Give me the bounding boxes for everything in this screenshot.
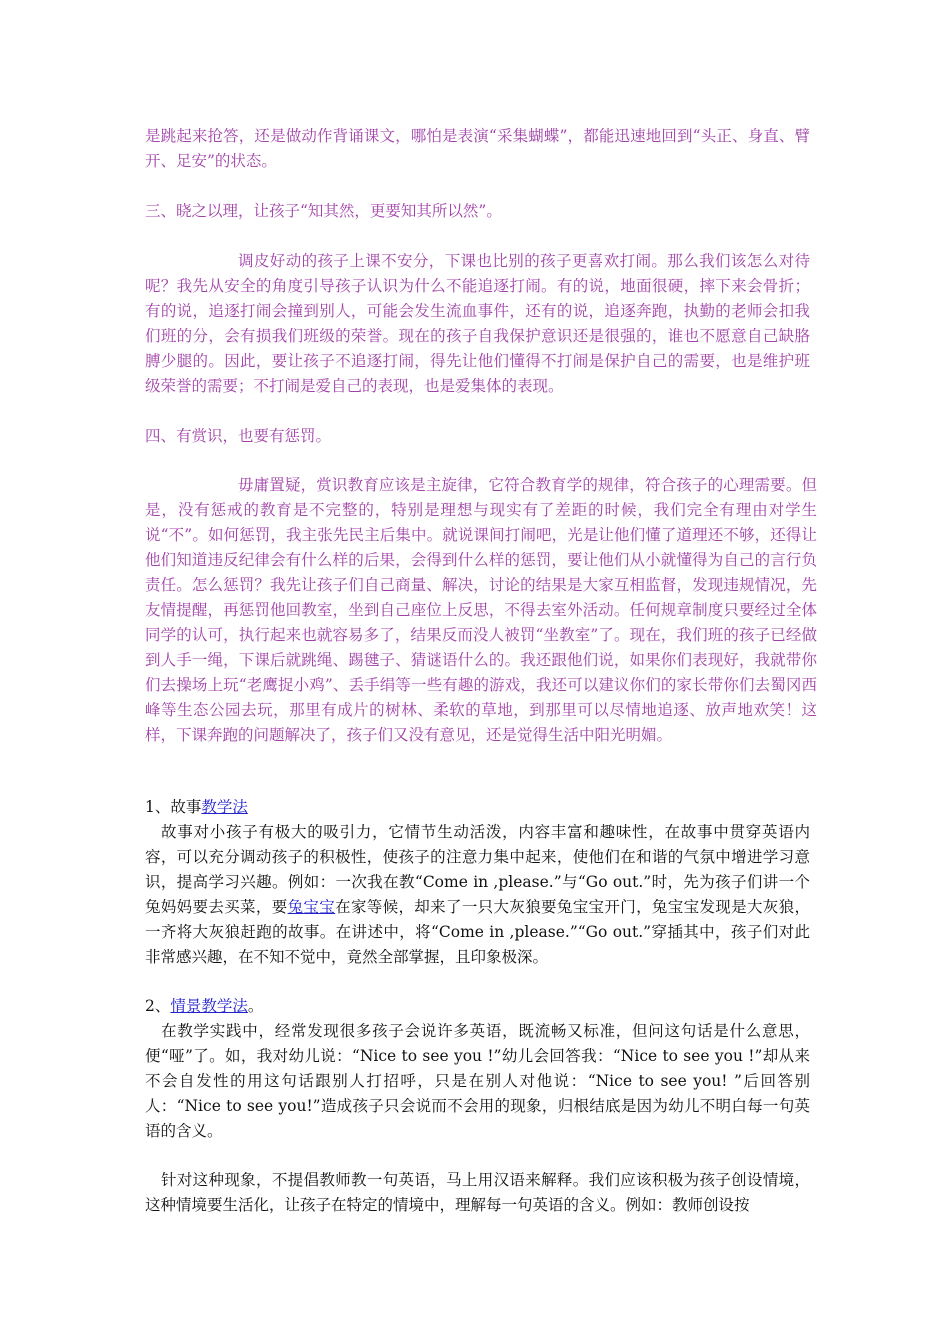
teaching-method-link[interactable]: 教学法 — [201, 798, 248, 816]
section-four-heading: 四、有赏识，也要有惩罚。 — [145, 427, 332, 445]
section-three-heading: 三、晓之以理，让孩子“知其然，更要知其所以然”。 — [145, 202, 502, 220]
section-three-body: 调皮好动的孩子上课不安分，下课也比别的孩子更喜欢打闹。那么我们该怎么对待呢？我先从安全的角度引导孩子认识为什么不能追逐打闹。有的说，地面很硬，摔下来会骨折；有的说，追逐打闹会撞到别人，可能会发生流血事件，还有的说，追逐奔跑，执勤的老师会扣我们班的分，会有损我们班级的荣誉。现在的孩子自我保护意识还是很强的，谁也不愿意自己缺胳膊少腿的。因此，要让孩子不追逐打闹，得先让他们懂得不打闹是保护自己的需要，也是维护班级荣誉的需要；不打闹是爱自己的表现，也是爱集体的表现。 — [145, 252, 810, 395]
method-two-heading-prefix: 2、 — [145, 997, 171, 1015]
method-two-heading-suffix: 。 — [247, 997, 264, 1015]
method-one-heading-prefix: 1、故事 — [145, 798, 202, 816]
method-one-heading — [145, 795, 810, 820]
method-two-body-second: 针对这种现象，不提倡教师教一句英语，马上用汉语来解释。我们应该积极为孩子创设情境，这种情境要生活化，让孩子在特定的情境中，理解每一句英语的含义。例如：教师创设按 — [145, 1171, 810, 1214]
method-one-body-part2: 在家等候，却来了一只大灰狼要兔宝宝开门，兔宝宝发现是大灰狼，一齐将大灰狼赶跑的故事。在讲述中，将“Come in ,please.”“Go out.”穿插其中，孩子们对此非常感兴趣，在不知不觉中，竟然全部掌握，且印象极深。 — [145, 898, 810, 966]
section-four-body: 毋庸置疑，赏识教育应该是主旋律，它符合教育学的规律，符合孩子的心理需要。但是，没有惩戒的教育是不完整的，特别是理想与现实有了差距的时候，我们完全有理由对学生说“不”。如何惩罚，我主张先民主后集中。就说课间打闹吧，光是让他们懂了道理还不够，还得让他们知道违反纪律会有什么样的后果，会得到什么样的惩罚，要让他们从小就懂得为自己的言行负责任。怎么惩罚？我先让孩子们自己商量、解决，讨论的结果是大家互相监督，发现违规情况，先友情提醒，再惩罚他回教室，坐到自己座位上反思，不得去室外活动。任何规章制度只要经过全体同学的认可，执行起来也就容易多了，结果反而没人被罚“坐教室”了。现在，我们班的孩子已经做到人手一绳，下课后就跳绳、踢毽子、猜谜语什么的。我还跟他们说，如果你们表现好，我就带你们去操场上玩“老鹰捉小鸡”、丢手绢等一些有趣的游戏，我还可以建议你们的家长带你们去蜀冈西峰等生态公园去玩，那里有成片的树林、柔软的草地，到那里可以尽情地追逐、放声地欢笑！这样，下课奔跑的问题解决了，孩子们又没有意见，还是觉得生活中阳光明媚。 — [145, 476, 817, 744]
method-one-body-part1: 故事对小孩子有极大的吸引力，它情节生动活泼，内容丰富和趣味性，在故事中贯穿英语内容，可以充分调动孩子的积极性，使孩子的注意力集中起来，使他们在和谐的气氛中增进学习意识，提高学习兴趣。例如：一次我在教“Come in ,please.”与“Go out.”时，先为孩子们讲一个兔妈妈要去买菜，要 — [145, 823, 810, 916]
method-one-body — [145, 820, 810, 970]
rabbit-baby-link[interactable]: 兔宝宝 — [287, 898, 336, 916]
method-two-body: 在教学实践中，经常发现很多孩子会说许多英语，既流畅又标准，但问这句话是什么意思，便“哑”了。如，我对幼儿说：“Nice to see you !”幼儿会回答我：“Nice to see you !”却从来不会自发性的用这句话跟别人打招呼，只是在别人对他说：“Nice to see you! ”后回答别人：“Nice to see you!”造成孩子只会说而不会用的现象，归根结底是因为幼儿不明白每一句英语的含义。 — [145, 1022, 810, 1140]
scenario-teaching-method-link[interactable]: 情景教学法 — [170, 997, 248, 1015]
continuation-paragraph: 是跳起来抢答，还是做动作背诵课文，哪怕是表演“采集蝴蝶”，都能迅速地回到“头正、身直、臂开、足安”的状态。 — [145, 127, 810, 170]
method-two-heading — [145, 994, 810, 1019]
